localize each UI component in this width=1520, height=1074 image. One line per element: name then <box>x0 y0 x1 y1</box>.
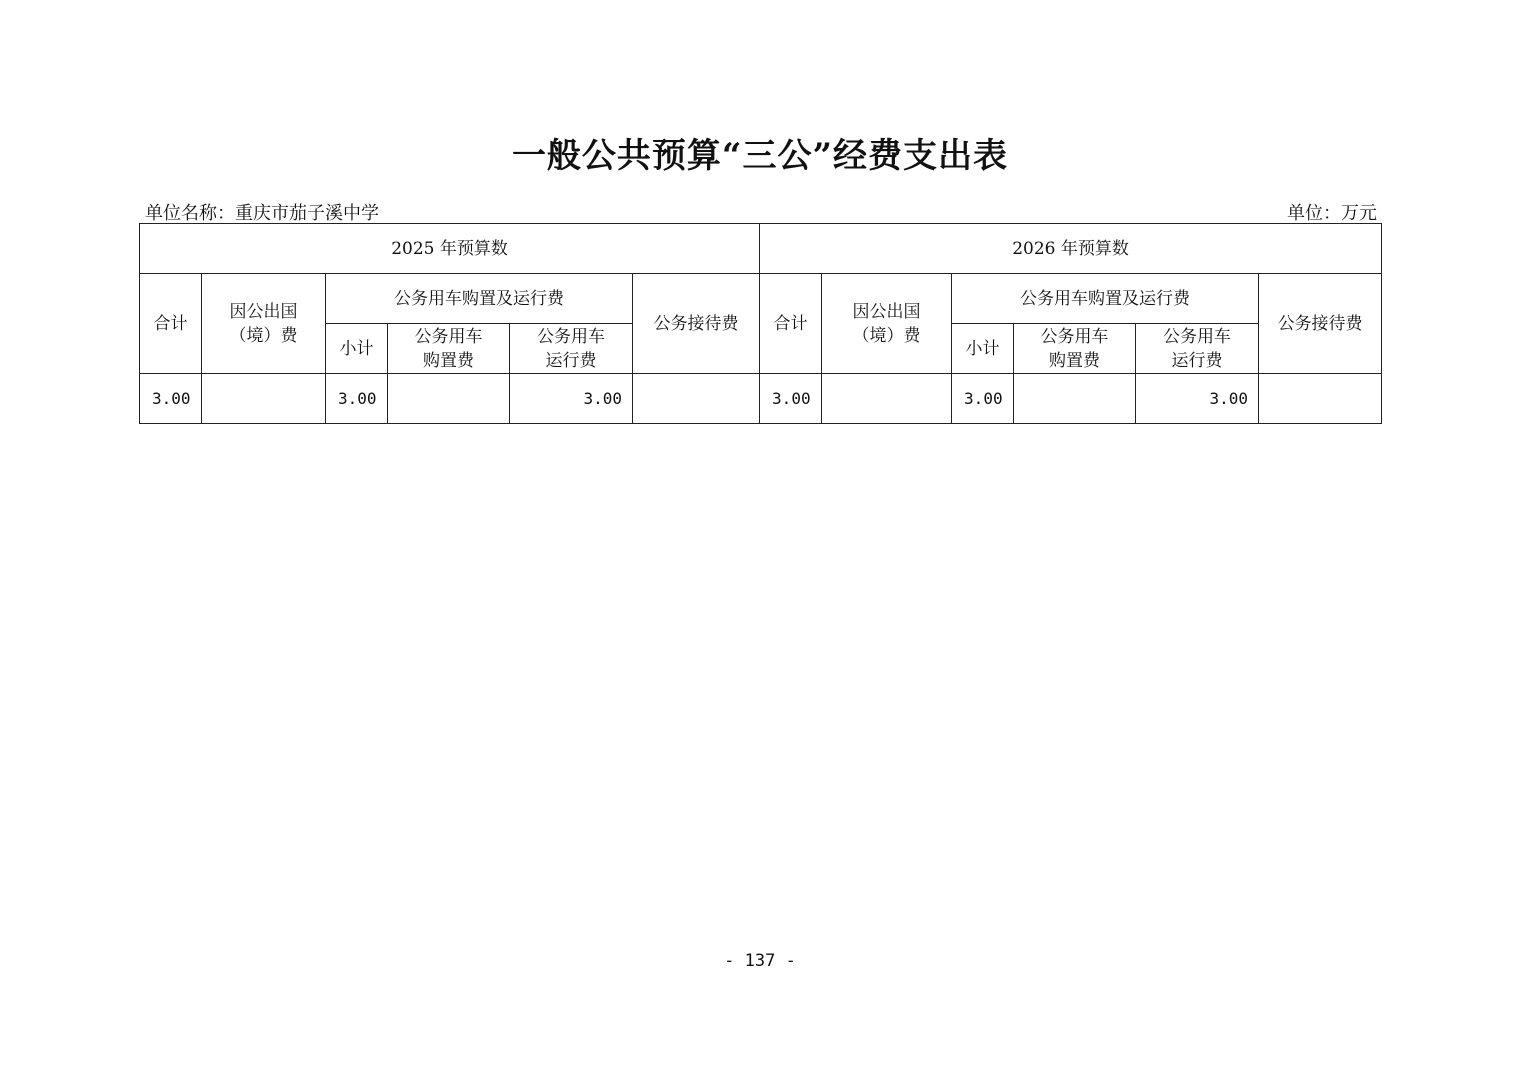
cell-2026-reception <box>1259 374 1382 424</box>
page-number: - 137 - <box>724 951 796 971</box>
unit-name-label: 单位名称：重庆市茄子溪中学 <box>145 203 379 224</box>
header-vehicle-operation-line2: 运行费 <box>1171 350 1223 371</box>
header-vehicle-operation-line1: 公务用车 <box>537 326 605 347</box>
cell-2026-purchase <box>1014 374 1136 424</box>
cell-2026-abroad <box>822 374 952 424</box>
header-vehicle-operation <box>510 324 633 374</box>
header-total: 合计 <box>760 274 822 374</box>
header-abroad <box>822 274 952 374</box>
header-reception: 公务接待费 <box>633 274 760 374</box>
header-vehicle-purchase <box>388 324 510 374</box>
header-abroad <box>202 274 326 374</box>
header-year-2025: 2025 年预算数 <box>140 224 760 274</box>
header-vehicle-purchase-line1: 公务用车 <box>414 326 483 347</box>
cell-2026-operation: 3.00 <box>1136 374 1259 424</box>
budget-table <box>139 223 1382 424</box>
header-abroad-line1: 因公出国 <box>852 301 921 322</box>
header-vehicle-purchase-line2: 购置费 <box>1049 350 1101 371</box>
table-header-row-year <box>140 224 1382 274</box>
cell-2025-purchase <box>388 374 510 424</box>
header-total: 合计 <box>140 274 202 374</box>
header-vehicle-group: 公务用车购置及运行费 <box>952 274 1259 324</box>
header-abroad-line2: （境）费 <box>229 325 298 346</box>
header-subtotal: 小计 <box>952 324 1014 374</box>
header-vehicle-operation-line1: 公务用车 <box>1163 326 1232 347</box>
header-vehicle-purchase-line2: 购置费 <box>423 350 474 371</box>
unit-label: 单位：万元 <box>1287 203 1377 224</box>
header-vehicle-purchase-line1: 公务用车 <box>1040 326 1109 347</box>
header-reception: 公务接待费 <box>1259 274 1382 374</box>
header-vehicle-group: 公务用车购置及运行费 <box>326 274 633 324</box>
header-abroad-line1: 因公出国 <box>229 301 298 322</box>
cell-2025-abroad <box>202 374 326 424</box>
cell-2025-total: 3.00 <box>140 374 202 424</box>
page-title: 一般公共预算“三公”经费支出表 <box>511 136 1009 176</box>
header-subtotal: 小计 <box>326 324 388 374</box>
cell-2026-total: 3.00 <box>760 374 822 424</box>
header-vehicle-purchase <box>1014 324 1136 374</box>
header-abroad-line2: （境）费 <box>852 325 921 346</box>
table-header-row-categories <box>140 274 1382 324</box>
cell-2025-operation: 3.00 <box>510 374 633 424</box>
header-vehicle-operation-line2: 运行费 <box>545 350 597 371</box>
table-row <box>140 374 1382 424</box>
cell-2025-reception <box>633 374 760 424</box>
header-vehicle-operation <box>1136 324 1259 374</box>
cell-2026-subtotal: 3.00 <box>952 374 1014 424</box>
header-year-2026: 2026 年预算数 <box>760 224 1382 274</box>
cell-2025-subtotal: 3.00 <box>326 374 388 424</box>
